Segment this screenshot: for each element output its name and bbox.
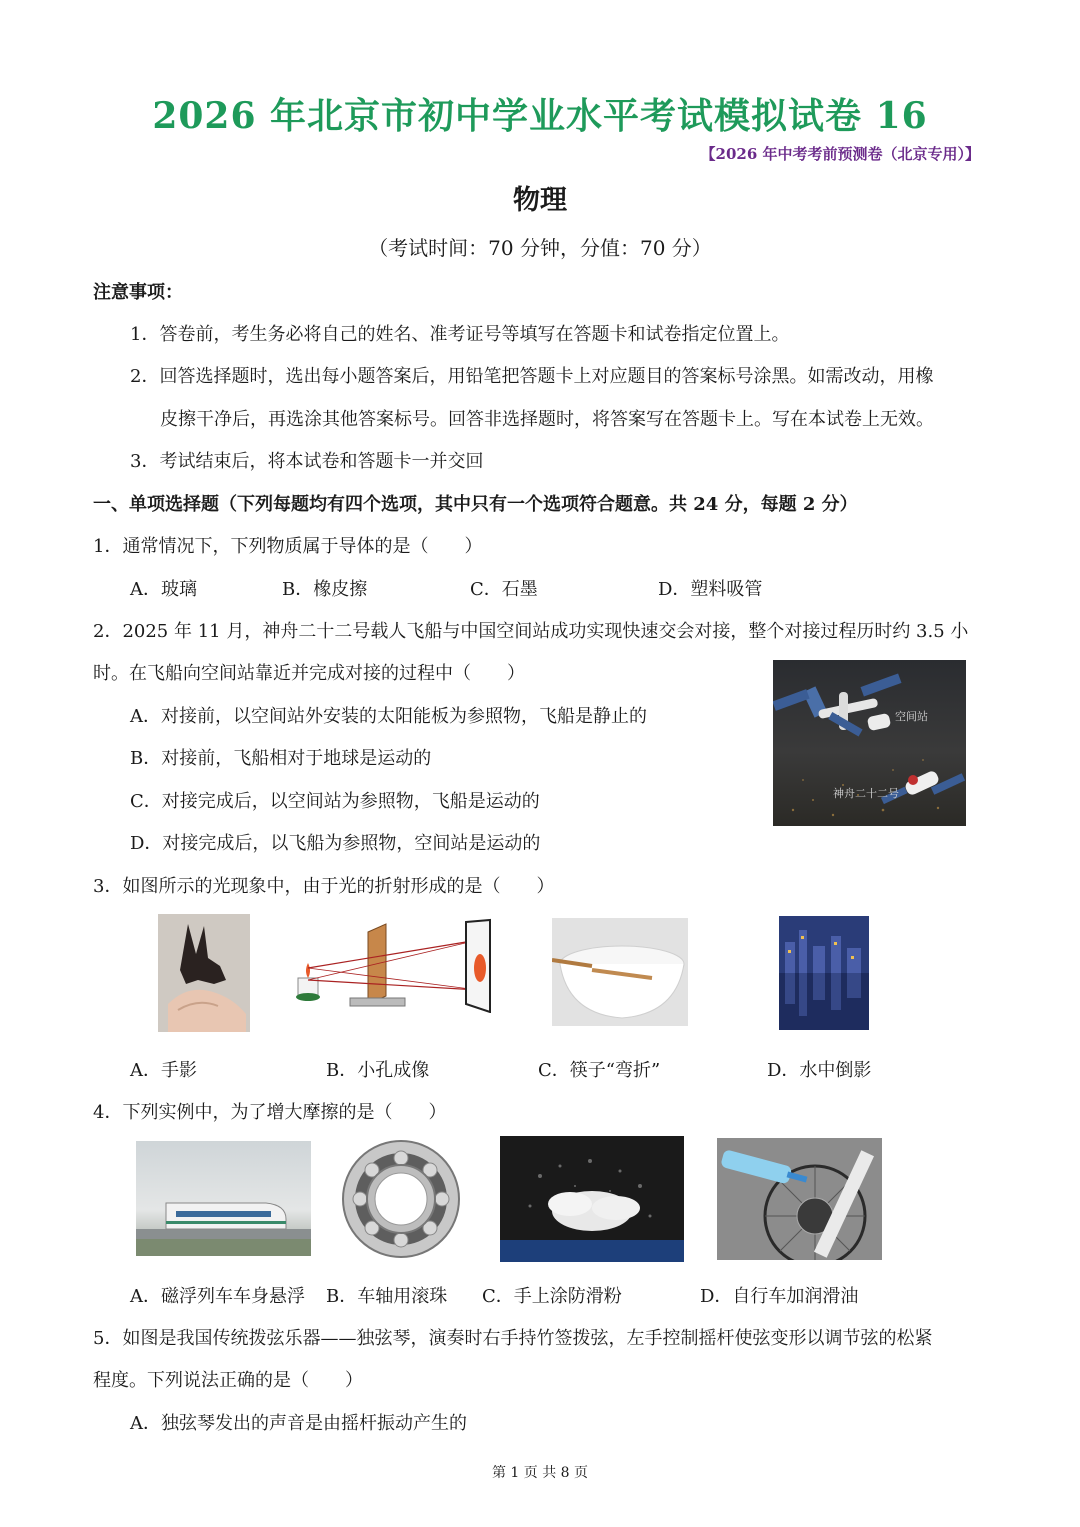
q1-option-d: D．塑料吸管 [658,579,763,600]
q2-option-d: D．对接完成后，以飞船为参照物，空间站是运动的 [130,833,541,854]
q3-stem: 3．如图所示的光现象中，由于光的折射形成的是（ ） [93,876,555,897]
q2-stem-line1: 2．2025 年 11 月，神舟二十二号载人飞船与中国空间站成功实现快速交会对接，整个对接过程历时约 3.5 小 [93,621,969,642]
q3-option-b: B．小孔成像 [326,1060,430,1081]
maglev-illustration [136,1141,311,1256]
page-number: 第 1 页 共 8 页 [491,1465,589,1481]
reflection-illustration [779,916,869,1030]
q1-option-c: C．石墨 [470,579,538,600]
q1-option-a: A．玻璃 [130,579,197,600]
maglev-image [136,1141,311,1256]
hand-shadow-image [158,914,250,1032]
q3-option-d: D．水中倒影 [767,1060,872,1081]
q2-option-a: A．对接前，以空间站外安装的太阳能板为参照物，飞船是静止的 [130,706,647,727]
chalk-hands-illustration [500,1136,684,1262]
bearing-image [340,1138,462,1260]
space-station-illustration [773,660,966,826]
q1-option-b: B．橡皮擦 [282,579,368,600]
q2-stem-line2: 时。在飞船向空间站靠近并完成对接的过程中（ ） [93,663,525,684]
q4-stem: 4．下列实例中，为了增大摩擦的是（ ） [93,1102,447,1123]
q5-stem-line1: 5．如图是我国传统拨弦乐器——独弦琴，演奏时右手持竹签拨弦，左手控制摇杆使弦变形以调节弦的松紧 [93,1328,933,1349]
notice-heading: 注意事项： [93,282,183,303]
notice-item-3: 3．考试结束后，将本试卷和答题卡一并交回 [130,451,484,472]
q1-stem: 1．通常情况下，下列物质属于导体的是（ ） [93,536,483,557]
q4-option-c: C．手上涂防滑粉 [482,1286,622,1307]
q4-option-d: D．自行车加润滑油 [700,1286,859,1307]
chopstick-illustration [552,918,688,1026]
subject-title: 物理 [513,185,567,216]
q4-option-a: A．磁浮列车车身悬浮 [130,1286,305,1307]
notice-item-2-line2: 皮擦干净后，再选涂其他答案标号。回答非选择题时，将答案写在答题卡上。写在本试卷上无效。 [160,409,934,430]
reflection-image [779,916,869,1030]
bicycle-lube-image [717,1138,882,1260]
q2-option-b: B．对接前，飞船相对于地球是运动的 [130,748,432,769]
section-heading: 一、单项选择题（下列每题均有四个选项，其中只有一个选项符合题意。共 24 分，每题 2 分） [93,494,858,515]
q2-option-c: C．对接完成后，以空间站为参照物，飞船是运动的 [130,791,540,812]
space-station-image [773,660,966,826]
q4-option-b: B．车轴用滚珠 [326,1286,448,1307]
pinhole-illustration [290,918,495,1013]
q5-stem-line2: 程度。下列说法正确的是（ ） [93,1370,363,1391]
q5-option-a: A．独弦琴发出的声音是由摇杆振动产生的 [130,1413,467,1434]
page-title: 2026 年北京市初中学业水平考试模拟试卷 16 [152,95,928,137]
notice-item-1: 1．答卷前，考生务必将自己的姓名、准考证号等填写在答题卡和试卷指定位置上。 [130,324,790,345]
q3-option-c: C．筷子“弯折” [538,1060,661,1081]
pinhole-image [290,918,495,1013]
chopstick-image [552,918,688,1026]
exam-info: （考试时间：70 分钟，分值：70 分） [368,236,712,260]
spacecraft-label: 神舟二十二号 [833,787,899,800]
bearing-illustration [340,1138,462,1260]
station-label: 空间站 [895,710,928,723]
exam-tag: 【2026 年中考考前预测卷（北京专用）】 [700,145,980,163]
bicycle-lube-illustration [717,1138,882,1260]
q3-option-a: A．手影 [130,1060,197,1081]
notice-item-2-line1: 2．回答选择题时，选出每小题答案后，用铅笔把答题卡上对应题目的答案标号涂黑。如需改动，用橡 [130,366,934,387]
hand-shadow-illustration [158,914,250,1032]
chalk-hands-image [500,1136,684,1262]
